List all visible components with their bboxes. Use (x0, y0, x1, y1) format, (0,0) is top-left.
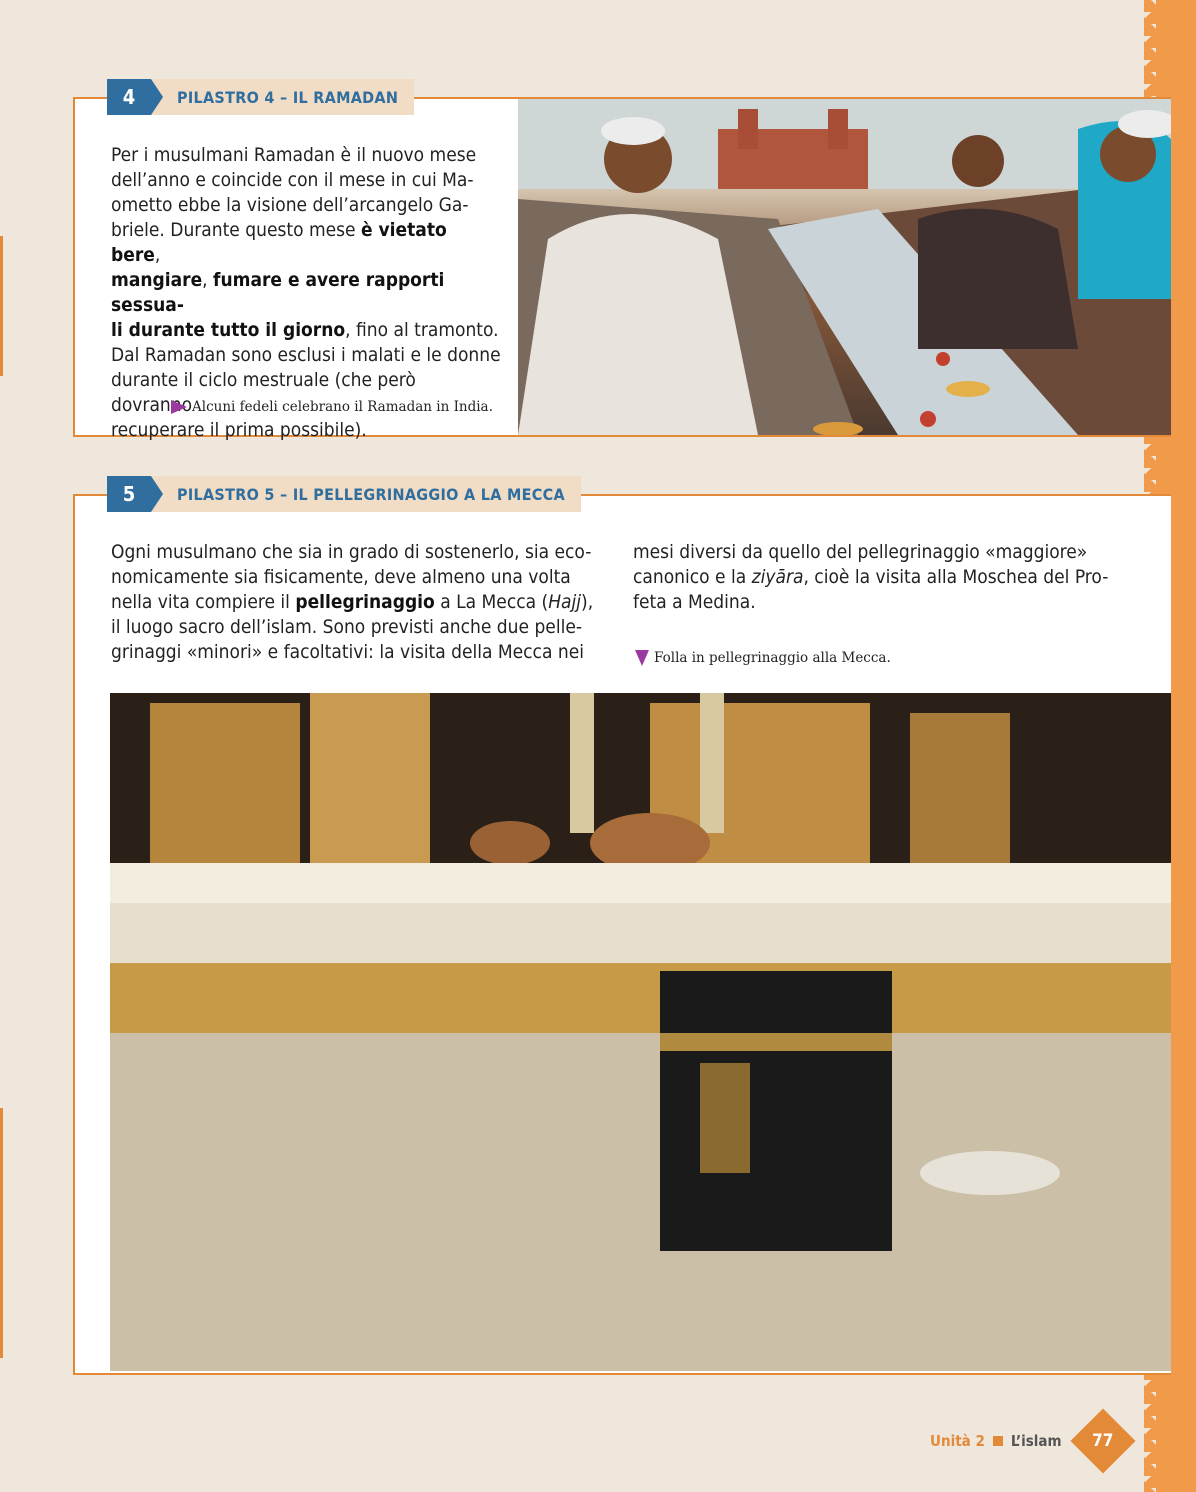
photo-caption: Alcuni fedeli celebrano il Ramadan in India. (171, 399, 493, 415)
mecca-photo (110, 693, 1171, 1371)
page-number: 77 (1091, 1430, 1114, 1451)
section-number: 5 (107, 476, 151, 512)
text-line: Per i musulmani Ramadan è il nuovo mese (111, 144, 477, 166)
section-ramadan (73, 85, 1171, 441)
section-header (107, 476, 581, 512)
text-line: briele. Durante questo mese è vietato bere, (111, 219, 447, 266)
text-line: mangiare, fumare e avere rapporti sessua- (111, 269, 445, 316)
text-line: feta a Medina. (633, 591, 756, 613)
section-title: PILASTRO 4 – IL RAMADAN (177, 87, 399, 107)
page-number-badge (1070, 1408, 1135, 1473)
photo-caption: Folla in pellegrinaggio alla Mecca. (635, 650, 891, 666)
text-line: li durante tutto il giorno, fino al tramonto. (111, 319, 499, 341)
section-header (107, 79, 414, 115)
mecca-photo-illustration (110, 693, 1171, 1371)
section-pilgrimage (73, 482, 1171, 1375)
text-line: nella vita compiere il pellegrinaggio a La Mecca (Hajj), (111, 591, 594, 613)
ramadan-photo-illustration (518, 99, 1171, 435)
separator-square-icon (993, 1436, 1003, 1446)
text-line: ometto ebbe la visione dell’arcangelo Ga- (111, 194, 469, 216)
text-line: canonico e la ziyāra, cioè la visita alla Moschea del Pro- (633, 566, 1109, 588)
caption-arrow-icon (635, 650, 649, 666)
text-line: nomicamente sia fisicamente, deve almeno una volta (111, 566, 571, 588)
text-line: il luogo sacro dell’islam. Sono previsti anche due pelle- (111, 616, 583, 638)
text-line: grinaggi «minori» e facoltativi: la visita della Mecca nei (111, 641, 584, 663)
text-line: Dal Ramadan sono esclusi i malati e le donne (111, 344, 501, 366)
ramadan-photo (518, 99, 1171, 435)
text-column-2 (633, 540, 1143, 615)
left-margin-mark (0, 1108, 3, 1358)
caption-arrow-icon (171, 400, 187, 414)
text-line: durante il ciclo mestruale (che però dovranno (111, 369, 416, 416)
subject-label: L’islam (1010, 1432, 1062, 1450)
text-column-1 (111, 540, 611, 665)
left-margin-mark (0, 236, 3, 376)
section-number: 4 (107, 79, 151, 115)
text-line: dell’anno e coincide con il mese in cui Ma- (111, 169, 474, 191)
section-title: PILASTRO 5 – IL PELLEGRINAGGIO A LA MECCA (177, 484, 565, 504)
text-line: mesi diversi da quello del pellegrinaggio «maggiore» (633, 541, 1088, 563)
unit-label: Unità 2 (930, 1432, 985, 1450)
page-footer (930, 1418, 1126, 1464)
text-line: Ogni musulmano che sia in grado di sostenerlo, sia eco- (111, 541, 592, 563)
section-text (111, 143, 501, 443)
text-line: recuperare il prima possibile). (111, 419, 367, 441)
